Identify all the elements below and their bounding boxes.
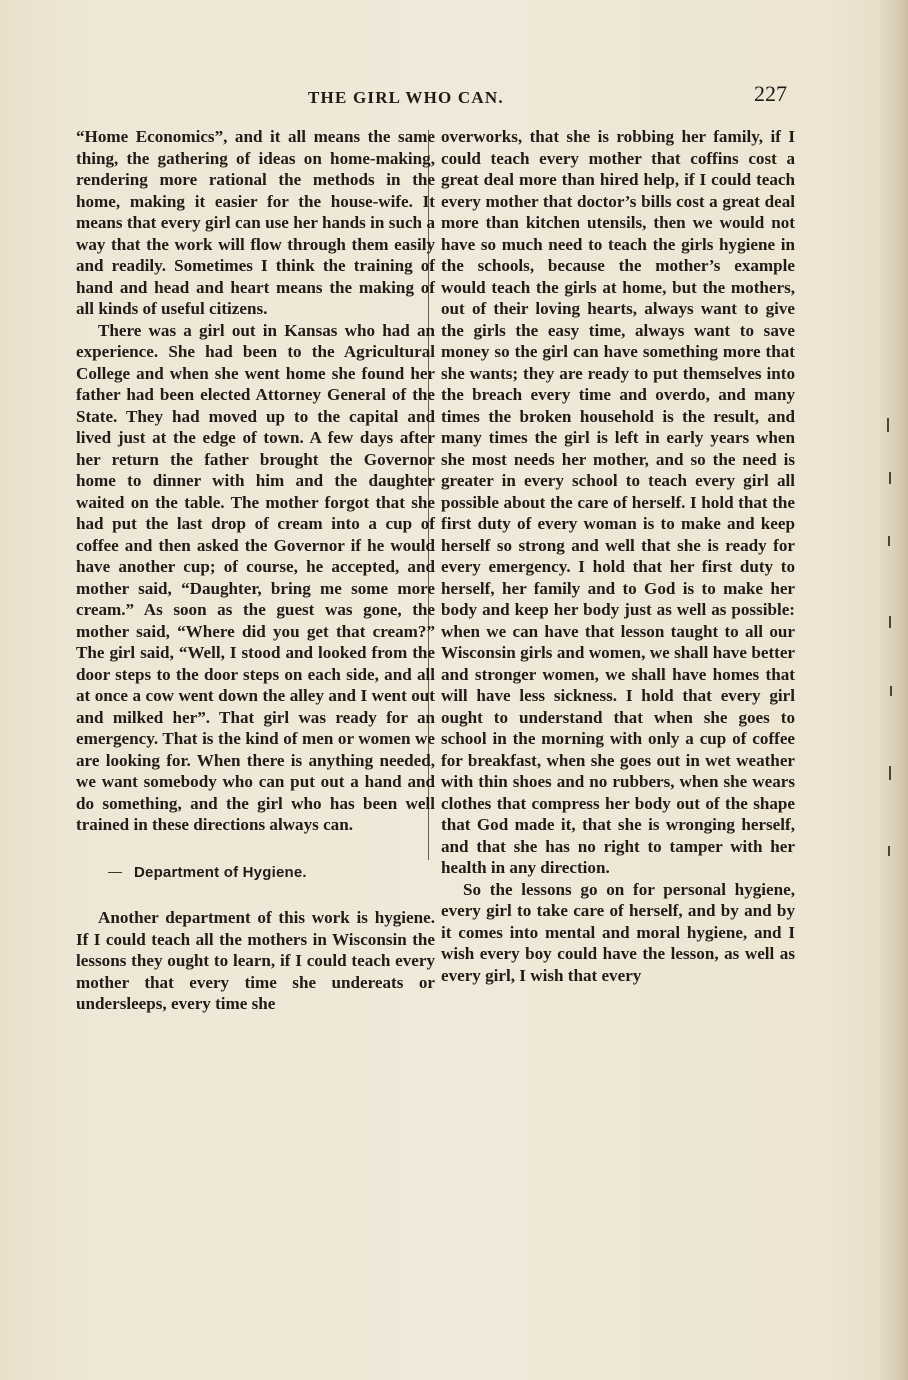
right-paragraph-2: So the lessons go on for personal hygiene, every girl to take care of herself, and by and by it comes into mental and moral hygiene, and I wish every boy could have the lesson, as well as every girl, I wish that every [441, 879, 795, 985]
section-heading [76, 862, 435, 884]
left-column [76, 126, 435, 1015]
left-paragraph-1: “Home Economics”, and it all means the same thing, the gathering of ideas on home-making, rendering more rational the methods in the home, making it easier for the house-wife. It means that every girl can use her hands in such a way that the work will flow through them easily and readily. Sometimes I think the training of hand and head and heart means the making of all kinds of useful citizens. [76, 127, 435, 318]
section-heading-text: Department of Hygiene. [134, 863, 307, 881]
margin-mark [889, 616, 891, 628]
margin-mark [887, 418, 889, 432]
heading-dash [108, 872, 122, 873]
margin-mark [888, 536, 890, 546]
margin-mark [888, 846, 890, 856]
page-edge-shadow [880, 0, 908, 1380]
margin-mark [889, 766, 891, 780]
page-header [0, 81, 908, 114]
margin-mark [889, 472, 891, 484]
page-number: 227 [754, 81, 787, 106]
left-paragraph-2: There was a girl out in Kansas who had an experience. She had been to the Agricultural College and when she went home she found her father had been elected Attorney General of the State. They had moved up to the capital and lived just at the edge of town. A few days after her return the father brought the Governor home to dinner with him and the daughter waited on the table. The mother forgot that she had put the last drop of cream into a cup of coffee and then asked the Governor if he would have another cup; of course, he accepted, and mother said, “Daughter, bring me some more cream.” As soon as the guest was gone, the mother said, “Where did you get that cream?” The girl said, “Well, I stood and looked from the door steps to the door steps on each side, and all at once a cow went down the alley and I went out and milked her”. That girl was ready for an emergency. That is the kind of men or women we are looking for. When there is anything needed, we want somebody who can put out a hand and do something, and the girl who has been well trained in these directions always can. [76, 320, 435, 834]
left-paragraph-3: Another department of this work is hygiene. If I could teach all the mothers in Wisconsin the lessons they ought to learn, if I could teach every mother that every time she undereats or undersleeps, every time she [76, 908, 435, 1013]
right-paragraph-1: overworks, that she is robbing her family, if I could teach every mother that coffins cost a great deal more than hired help, if I could teach every mother that doctor’s bills cost a great deal more than kitchen utensils, then we would not have so much need to teach the girls hygiene in the schools, because the mother’s example would teach the girls at home, but the mothers, out of their loving hearts, always want to give the girls the easy time, always want to save money so the girl can have something more that she wants; they are ready to put themselves into the breach every time and overdo, and many times the broken household is the result, and many times the girl is left in early years when she most needs her mother, and so the need is greater in every school to teach every girl all possible about the care of herself. I hold that the first duty of every woman is to make and keep herself so strong and well that she is ready for every emergency. I hold that her first duty to herself, her family and to God is to make her body and keep her body just as well as possible: when we can have that lesson taught to all our Wisconsin girls and women, we shall have better and stronger women, we shall have homes that will have less sickness. I hold that every girl ought to understand that when she goes to school in the morning with only a cup of coffee for breakfast, when she goes out in wet weather with thin shoes and no rubbers, when she wears clothes that compress her body out of the shape that God made it, that she is wronging herself, and that she has no right to tamper with her health in any direction. [441, 127, 795, 877]
right-column [441, 126, 795, 986]
running-title: THE GIRL WHO CAN. [308, 88, 504, 107]
margin-mark [890, 686, 892, 696]
